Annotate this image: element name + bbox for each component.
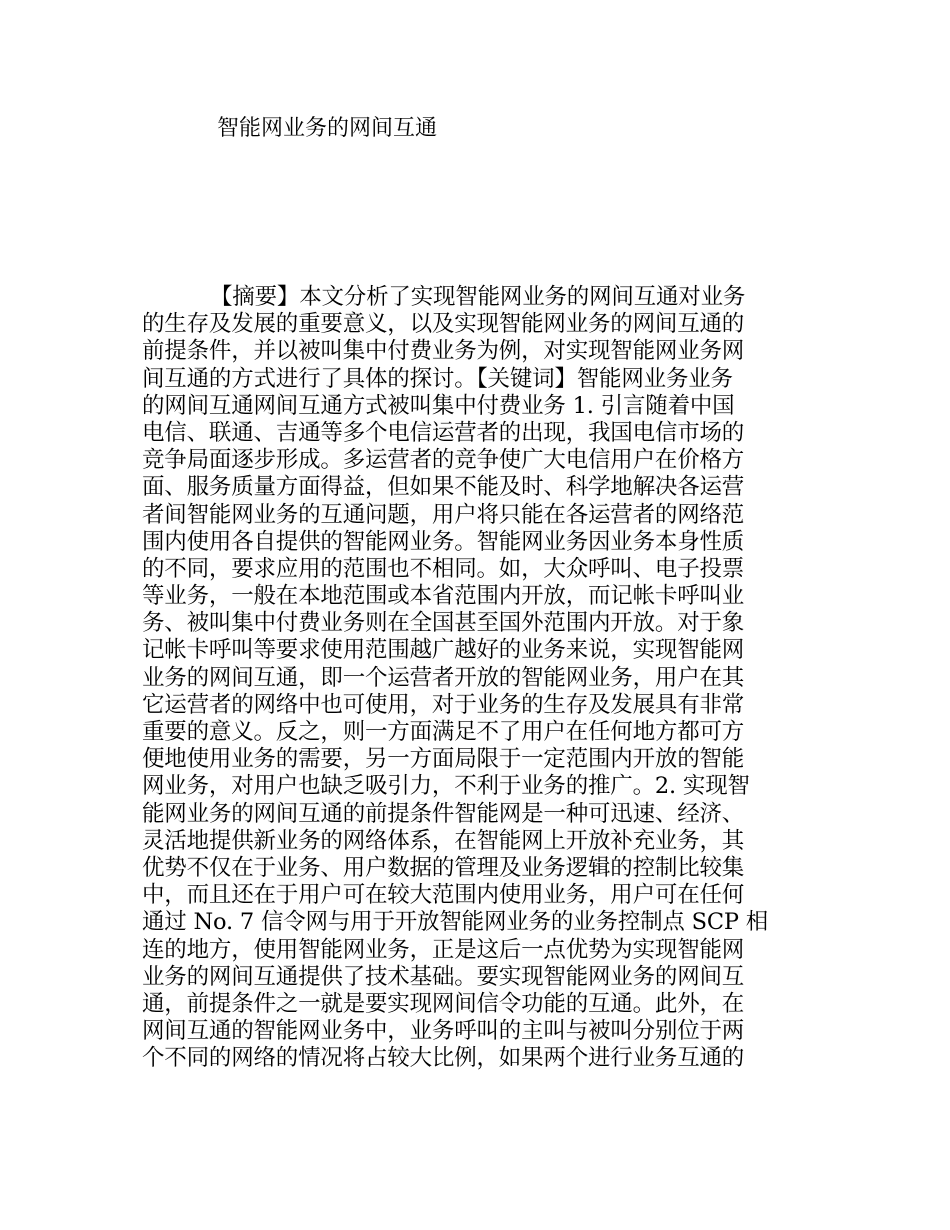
body-line: 网业务，对用户也缺乏吸引力，不利于业务的推广。2. 实现智 bbox=[142, 773, 750, 800]
body-line: 【摘要】本文分析了实现智能网业务的网间互通对业务 bbox=[210, 284, 746, 310]
body-line: 围内使用各自提供的智能网业务。智能网业务因业务本身性质 bbox=[142, 528, 745, 555]
document-title: 智能网业务的网间互通 bbox=[217, 116, 438, 141]
body-line: 业务的网间互通提供了技术基础。要实现智能网业务的网间互 bbox=[142, 963, 745, 990]
body-line: 务、被叫集中付费业务则在全国甚至国外范围内开放。对于象 bbox=[142, 610, 745, 637]
body-line: 通，前提条件之一就是要实现网间信令功能的互通。此外，在 bbox=[142, 990, 745, 1017]
body-line: 的网间互通网间互通方式被叫集中付费业务 1. 引言随着中国 bbox=[142, 392, 735, 419]
body-line: 中，而且还在于用户可在较大范围内使用业务，用户可在任何 bbox=[142, 882, 745, 909]
body-line: 便地使用业务的需要，另一方面局限于一定范围内开放的智能 bbox=[142, 746, 745, 773]
body-line: 记帐卡呼叫等要求使用范围越广越好的业务来说，实现智能网 bbox=[142, 637, 745, 664]
body-line: 连的地方，使用智能网业务，正是这后一点优势为实现智能网 bbox=[142, 936, 745, 963]
body-line: 灵活地提供新业务的网络体系，在智能网上开放补充业务，其 bbox=[142, 827, 745, 854]
body-line: 它运营者的网络中也可使用，对于业务的生存及发展具有非常 bbox=[142, 691, 745, 718]
body-line: 前提条件，并以被叫集中付费业务为例，对实现智能网业务网 bbox=[142, 338, 745, 365]
body-line: 的生存及发展的重要意义，以及实现智能网业务的网间互通的 bbox=[142, 311, 745, 338]
body-line: 等业务，一般在本地范围或本省范围内开放，而记帐卡呼叫业 bbox=[142, 583, 745, 610]
body-line: 重要的意义。反之，则一方面满足不了用户在任何地方都可方 bbox=[142, 719, 745, 745]
body-line: 业务的网间互通，即一个运营者开放的智能网业务，用户在其 bbox=[142, 664, 745, 691]
body-line: 个不同的网络的情况将占较大比例，如果两个进行业务互通的 bbox=[142, 1045, 745, 1072]
body-line: 能网业务的网间互通的前提条件智能网是一种可迅速、经济、 bbox=[142, 800, 745, 827]
body-line: 电信、联通、吉通等多个电信运营者的出现，我国电信市场的 bbox=[142, 419, 745, 446]
body-line: 间互通的方式进行了具体的探讨。【关键词】智能网业务业务 bbox=[142, 365, 733, 392]
body-line: 竞争局面逐步形成。多运营者的竞争使广大电信用户在价格方 bbox=[142, 447, 745, 474]
body-line: 网间互通的智能网业务中，业务呼叫的主叫与被叫分别位于两 bbox=[142, 1018, 745, 1045]
body-line: 者间智能网业务的互通问题，用户将只能在各运营者的网络范 bbox=[142, 501, 745, 528]
body-line: 优势不仅在于业务、用户数据的管理及业务逻辑的控制比较集 bbox=[142, 854, 745, 881]
body-line: 通过 No. 7 信令网与用于开放智能网业务的业务控制点 SCP 相 bbox=[142, 909, 769, 936]
body-line: 的不同，要求应用的范围也不相同。如，大众呼叫、电子投票 bbox=[142, 555, 745, 582]
body-line: 面、服务质量方面得益，但如果不能及时、科学地解决各运营 bbox=[142, 474, 745, 501]
document-body bbox=[142, 284, 822, 1072]
